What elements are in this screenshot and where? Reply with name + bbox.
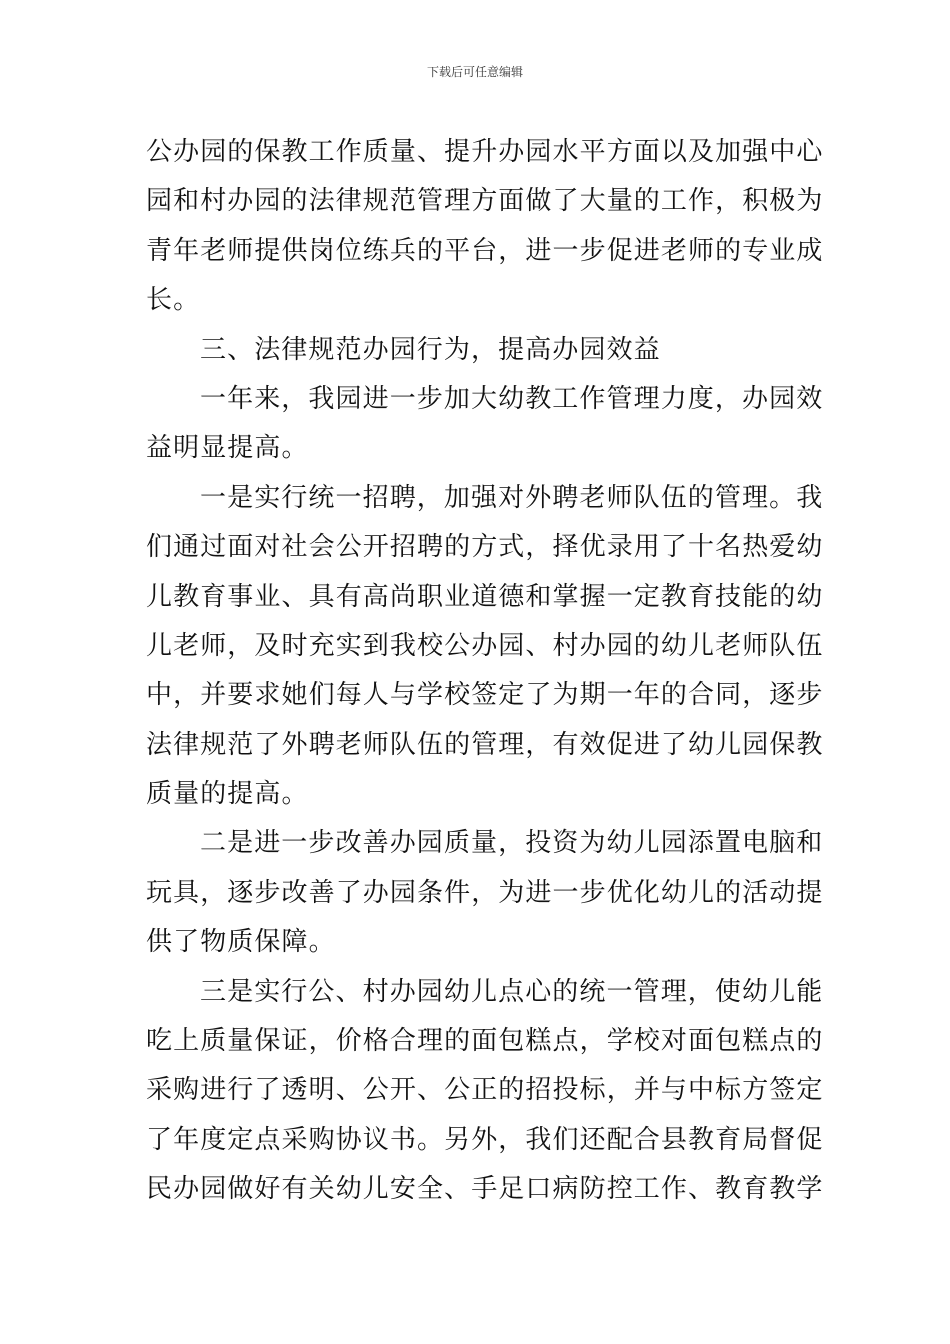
section-heading: 三、法律规范办园行为，提高办园效益 [200,334,661,365]
text-line: 公办园的保教工作质量、提升办园水平方面以及加强中心 [146,137,824,167]
text-line: 供了物质保障。 [146,927,336,958]
text-line: 青年老师提供岗位练兵的平台，进一步促进老师的专业成 [146,235,824,266]
text-line: 玩具，逐步改善了办园条件，为进一步优化幼儿的活动提 [146,877,824,908]
paragraph-start: 一是实行统一招聘，加强对外聘老师队伍的管理。我 [200,482,824,513]
text-line: 儿教育事业、具有高尚职业道德和掌握一定教育技能的幼 [146,581,824,612]
paragraph-start: 一年来，我园进一步加大幼教工作管理力度，办园效 [200,383,824,414]
page-header: 下载后可任意编辑 [426,65,523,79]
text-line: 长。 [146,285,201,316]
text-line: 儿老师，及时充实到我校公办园、村办园的幼儿老师队伍 [146,630,824,661]
text-line: 质量的提高。 [146,779,309,810]
text-line: 采购进行了透明、公开、公正的招投标，并与中标方签定 [146,1075,824,1106]
text-line: 园和村办园的法律规范管理方面做了大量的工作，积极为 [146,186,824,217]
paragraph-start: 二是进一步改善办园质量，投资为幼儿园添置电脑和 [200,828,824,859]
text-line: 民办园做好有关幼儿安全、手足口病防控工作、教育教学 [146,1174,824,1205]
text-line: 中，并要求她们每人与学校签定了为期一年的合同，逐步 [146,680,824,711]
document-body [146,128,824,1215]
text-line: 吃上质量保证，价格合理的面包糕点，学校对面包糕点的 [146,1026,824,1057]
text-line: 们通过面对社会公开招聘的方式，择优录用了十名热爱幼 [146,532,824,563]
paragraph-start: 三是实行公、村办园幼儿点心的统一管理，使幼儿能 [200,976,824,1007]
text-line: 法律规范了外聘老师队伍的管理，有效促进了幼儿园保教 [146,729,824,760]
text-line: 了年度定点采购协议书。另外，我们还配合县教育局督促 [146,1124,824,1155]
text-line: 益明显提高。 [146,433,309,464]
